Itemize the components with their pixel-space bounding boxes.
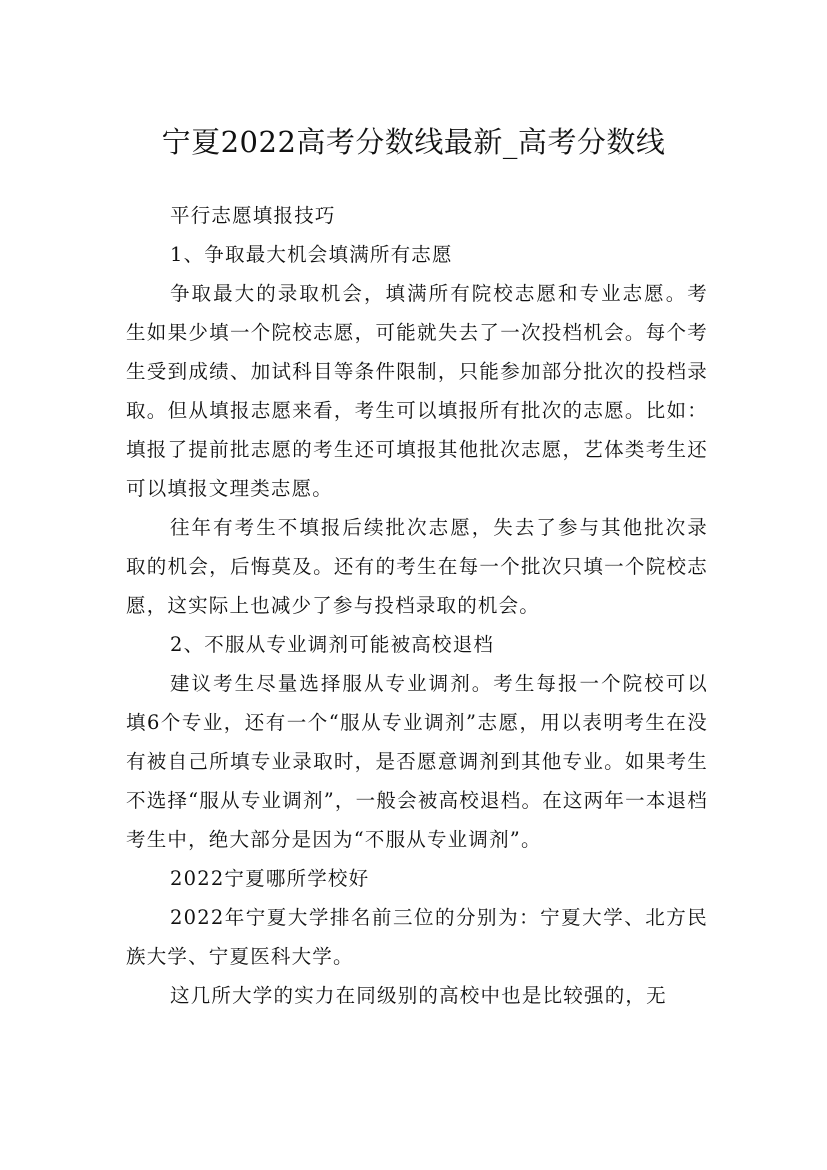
paragraph-subheading-adjustment: 2、不服从专业调剂可能被高校退档	[170, 633, 495, 656]
paragraph-school-ranking: 2022年宁夏大学排名前三位的分别为：宁夏大学、北方民族大学、宁夏医科大学。	[126, 906, 708, 968]
paragraph-school-strength: 这几所大学的实力在同级别的高校中也是比较强的，无	[170, 984, 667, 1007]
document-body	[126, 196, 708, 1015]
paragraph-heading-parallel-tips: 平行志愿填报技巧	[170, 204, 336, 227]
paragraph-adjustment-body: 建议考生尽量选择服从专业调剂。考生每报一个院校可以填6个专业，还有一个“服从专业调剂”志愿，用以表明考生在没有被自己所填专业录取时，是否愿意调剂到其他专业。如果考生不选择“服从专业调剂”，一般会被高校退档。在这两年一本退档考生中，绝大部分是因为“不服从专业调剂”。	[126, 672, 708, 851]
paragraph-missed-batches: 往年有考生不填报后续批次志愿，失去了参与其他批次录取的机会，后悔莫及。还有的考生在每一个批次只填一个院校志愿，这实际上也减少了参与投档录取的机会。	[126, 516, 708, 617]
paragraph-fill-all-body: 争取最大的录取机会，填满所有院校志愿和专业志愿。考生如果少填一个院校志愿，可能就失去了一次投档机会。每个考生受到成绩、加试科目等条件限制，只能参加部分批次的投档录取。但从填报志愿来看，考生可以填报所有批次的志愿。比如：填报了提前批志愿的考生还可填报其他批次志愿，艺体类考生还可以填报文理类志愿。	[126, 282, 708, 500]
paragraph-subheading-fill-all: 1、争取最大机会填满所有志愿	[170, 243, 453, 266]
document-title: 宁夏2022高考分数线最新_高考分数线	[161, 125, 666, 160]
paragraph-heading-best-schools: 2022宁夏哪所学校好	[170, 867, 370, 890]
